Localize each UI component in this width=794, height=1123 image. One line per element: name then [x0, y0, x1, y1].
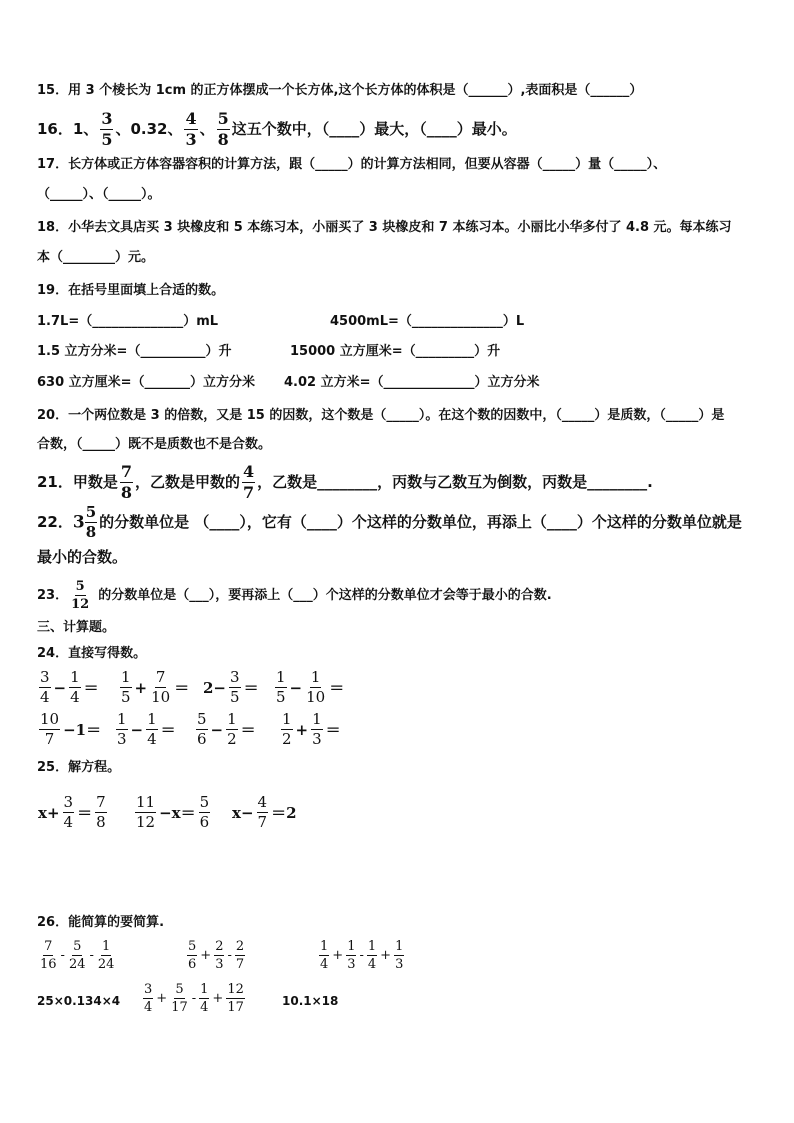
q25-equation-2	[133, 795, 212, 830]
math-operator: −1＝	[63, 721, 102, 739]
math-operator: ＝	[325, 721, 341, 739]
fraction	[150, 670, 171, 705]
question-16	[37, 111, 517, 148]
fraction-numerator: 3	[40, 668, 50, 686]
fraction-denominator: 7	[243, 483, 255, 502]
math-operator: ＝	[83, 679, 99, 697]
fraction-denominator: 7	[257, 813, 268, 831]
fraction-numerator: 5	[85, 503, 97, 521]
fraction-denominator: 8	[96, 813, 106, 831]
fraction	[346, 940, 356, 971]
fraction-denominator: 4	[63, 813, 74, 831]
fraction	[184, 111, 197, 148]
fraction-denominator: 17	[227, 1000, 244, 1015]
fraction-denominator: 2	[227, 730, 237, 748]
question-25-title: 25．解方程。	[37, 760, 121, 775]
fraction	[242, 464, 255, 501]
fraction-denominator: 6	[188, 957, 197, 972]
fraction	[116, 712, 128, 747]
math-operator: ＝	[240, 721, 256, 739]
fraction	[226, 983, 245, 1014]
fraction-denominator: 24	[97, 957, 115, 972]
fraction-denominator: 6	[197, 730, 207, 748]
fraction-numerator: 7	[96, 793, 106, 811]
q19-row1-a: 1.7L=（______________）mL	[37, 314, 219, 329]
fraction	[199, 795, 211, 830]
question-22	[37, 504, 742, 541]
math-operator: -	[60, 948, 65, 963]
fraction-numerator: 1	[276, 668, 286, 686]
fraction	[199, 983, 209, 1014]
fraction-numerator: 1	[347, 939, 356, 954]
question-26-title: 26．能简算的要简算.	[37, 915, 165, 930]
question-18-line2: 本（________）元。	[37, 250, 155, 265]
math-operator: −x＝	[159, 804, 196, 822]
q16-text: 这五个数中，（____）最大，（____）最小。	[231, 120, 517, 138]
math-operator: +	[156, 991, 168, 1006]
fraction	[100, 111, 113, 148]
q19-row1-b: 4500mL=（______________）L	[330, 314, 525, 329]
fraction-denominator: 4	[144, 1000, 153, 1015]
question-15: 15．用 3 个棱长为 1cm 的正方体摆成一个长方体,这个长方体的体积是（______）,表面积是（______）	[37, 83, 643, 98]
fraction-denominator: 10	[151, 688, 171, 706]
fraction-numerator: 1	[227, 710, 237, 728]
math-operator: -	[227, 948, 232, 963]
fraction	[39, 670, 51, 705]
fraction-denominator: 4	[367, 957, 377, 972]
question-17-line1: 17．长方体或正方体容器容积的计算方法，跟（_____）的计算方法相同，但要从容器（_____）量（_____）、	[37, 157, 667, 172]
q26-expr-4: 25×0.134×4	[37, 994, 121, 1008]
fraction	[196, 712, 208, 747]
math-operator: +	[212, 991, 224, 1006]
fraction	[305, 670, 326, 705]
fraction-denominator: 12	[71, 597, 90, 612]
fraction-numerator: 1	[70, 668, 80, 686]
math-operator: -	[359, 948, 364, 963]
fraction-denominator: 4	[147, 730, 157, 748]
q26-expr-6: 10.1×18	[282, 994, 339, 1008]
fraction	[319, 940, 329, 971]
fraction	[367, 940, 377, 971]
q24-expr-7	[194, 712, 257, 747]
q19-row2-b: 15000 立方厘米=（_________）升	[290, 344, 501, 359]
fraction-numerator: 5	[75, 579, 85, 594]
fraction-numerator: 5	[175, 982, 184, 997]
fraction-numerator: 1	[117, 710, 127, 728]
fraction	[257, 795, 269, 830]
fraction-denominator: 7	[235, 957, 245, 972]
fraction-denominator: 4	[200, 1000, 209, 1015]
fraction-denominator: 4	[320, 957, 329, 972]
fraction-denominator: 5	[230, 688, 240, 706]
fraction	[97, 940, 116, 971]
fraction-denominator: 3	[312, 730, 322, 748]
fraction-denominator: 5	[101, 130, 113, 149]
fraction-numerator: 11	[136, 793, 156, 811]
math-operator: x−	[232, 803, 254, 822]
math-operator: −	[289, 678, 303, 697]
fraction-numerator: 1	[121, 668, 131, 686]
fraction	[235, 940, 245, 971]
math-operator: +	[332, 948, 344, 963]
q24-expr-6	[114, 712, 177, 747]
fraction-denominator: 8	[120, 483, 133, 502]
fraction-denominator: 16	[40, 957, 57, 972]
q26-expr-2	[185, 940, 247, 971]
q16-prefix: 16．1、	[37, 120, 99, 138]
fraction-denominator: 7	[44, 730, 55, 748]
math-operator: ＝	[243, 679, 259, 697]
fraction-denominator: 6	[199, 813, 210, 831]
fraction	[170, 983, 189, 1014]
question-18-line1: 18．小华去文具店买 3 块橡皮和 5 本练习本，小丽买了 3 块橡皮和 7 本练习本。小丽比小华多付了 4.8 元。每本练习	[37, 220, 732, 235]
math-operator: +	[200, 948, 212, 963]
q26-expr-3	[317, 940, 406, 971]
fraction-numerator: 5	[199, 793, 210, 811]
fraction	[187, 940, 197, 971]
fraction-numerator: 2	[215, 939, 224, 954]
fraction-numerator: 1	[102, 939, 111, 954]
math-operator: +	[380, 948, 392, 963]
fraction-denominator: 3	[215, 957, 224, 972]
fraction-numerator: 2	[235, 939, 245, 954]
q21-text: 21．甲数是	[37, 473, 118, 491]
question-20-line2: 合数，（_____）既不是质数也不是合数。	[37, 437, 272, 452]
q16-text: 、	[199, 120, 215, 138]
fraction-denominator: 4	[40, 688, 50, 706]
q25-equation-1	[37, 795, 109, 830]
fraction-numerator: 4	[185, 109, 197, 128]
q19-row3-a: 630 立方厘米=（_______）立方分米	[37, 375, 256, 390]
math-operator: −	[53, 678, 67, 697]
question-19-title: 19．在括号里面填上合适的数。	[37, 283, 225, 298]
q23-text: 23．	[37, 588, 69, 603]
fraction-numerator: 4	[243, 462, 255, 481]
fraction-denominator: 3	[117, 730, 127, 748]
fraction	[281, 712, 293, 747]
fraction	[135, 795, 156, 830]
fraction-denominator: 3	[185, 130, 197, 149]
fraction-numerator: 3	[101, 109, 113, 128]
q25-equation-3	[231, 795, 298, 830]
math-operator: −	[210, 720, 224, 739]
fraction-numerator: 12	[227, 982, 244, 997]
fraction	[95, 795, 107, 830]
fraction	[85, 505, 97, 540]
math-operator: x+	[38, 803, 60, 822]
fraction-numerator: 1	[320, 939, 329, 954]
fraction-numerator: 1	[282, 710, 292, 728]
math-operator: ＝	[77, 804, 93, 822]
fraction	[226, 712, 238, 747]
fraction	[68, 940, 87, 971]
fraction-numerator: 4	[257, 793, 268, 811]
fraction	[229, 670, 241, 705]
fraction	[217, 111, 230, 148]
question-22-line2: 最小的合数。	[37, 548, 128, 566]
fraction-denominator: 10	[306, 688, 326, 706]
fraction	[120, 670, 132, 705]
fraction-numerator: 10	[40, 710, 60, 728]
fraction	[70, 580, 90, 611]
fraction	[39, 940, 58, 971]
math-operator: -	[191, 991, 197, 1006]
fraction	[143, 983, 153, 1014]
math-operator: ＝	[160, 721, 176, 739]
fraction-numerator: 5	[217, 109, 229, 128]
q24-expr-8	[279, 712, 342, 747]
math-operator: ＝	[174, 679, 190, 697]
mixed-number-whole: 3	[72, 512, 85, 533]
fraction-numerator: 1	[310, 668, 321, 686]
fraction-numerator: 1	[395, 939, 404, 954]
fraction	[146, 712, 158, 747]
fraction	[214, 940, 224, 971]
q21-text: ，乙数是________，丙数与乙数互为倒数，丙数是________.	[257, 473, 653, 491]
fraction-numerator: 7	[120, 462, 133, 481]
question-17-line2: （_____）、（_____）。	[37, 187, 161, 202]
fraction-numerator: 7	[155, 668, 166, 686]
fraction	[63, 795, 75, 830]
fraction-numerator: 7	[44, 939, 53, 954]
fraction-denominator: 3	[395, 957, 404, 972]
fraction-denominator: 2	[282, 730, 292, 748]
fraction-denominator: 8	[217, 130, 229, 149]
fraction-numerator: 3	[144, 982, 153, 997]
q24-expr-1	[37, 670, 100, 705]
question-20-line1: 20．一个两位数是 3 的倍数，又是 15 的因数，这个数是（_____）。在这个数的因数中，（_____）是质数，（_____）是	[37, 408, 725, 423]
math-operator: +	[134, 678, 148, 697]
fraction-numerator: 1	[200, 982, 209, 997]
fraction-numerator: 5	[197, 710, 207, 728]
q22-text: 22．	[37, 513, 73, 531]
question-23	[37, 578, 552, 614]
fraction-denominator: 17	[171, 1000, 188, 1015]
fraction-numerator: 5	[73, 939, 82, 954]
question-24-title: 24．直接写得数。	[37, 646, 147, 661]
math-operator: 2−	[203, 678, 227, 697]
fraction	[69, 670, 81, 705]
fraction-denominator: 5	[121, 688, 131, 706]
q19-row3-b: 4.02 立方米=（______________）立方分米	[284, 375, 540, 390]
fraction-numerator: 5	[188, 939, 197, 954]
fraction-numerator: 1	[312, 710, 322, 728]
q19-row2-a: 1.5 立方分米=（__________）升	[37, 344, 232, 359]
fraction-denominator: 3	[347, 957, 356, 972]
fraction-numerator: 1	[367, 939, 377, 954]
q22-text: 的分数单位是 （____），它有（____）个这样的分数单位，再添上（____）个这样的分数单位就是	[99, 513, 742, 531]
fraction-numerator: 3	[63, 793, 74, 811]
section-title: 三、计算题。	[37, 620, 116, 635]
q24-expr-3	[202, 670, 260, 705]
math-operator: ＝	[329, 679, 345, 697]
math-operator: -	[89, 948, 94, 963]
q23-text: 的分数单位是（___），要再添上（___）个这样的分数单位才会等于最小的合数.	[98, 588, 552, 603]
fraction	[275, 670, 287, 705]
fraction	[120, 464, 133, 501]
q21-text: ，乙数是甲数的	[135, 473, 241, 491]
fraction	[394, 940, 404, 971]
math-operator: −	[130, 720, 144, 739]
fraction-numerator: 1	[147, 710, 157, 728]
question-21	[37, 464, 653, 501]
q24-expr-4	[273, 670, 345, 705]
fraction-denominator: 24	[68, 957, 86, 972]
math-operator: +	[295, 720, 309, 739]
q24-expr-2	[118, 670, 190, 705]
fraction	[311, 712, 323, 747]
q26-expr-1	[37, 940, 117, 971]
fraction-denominator: 12	[136, 813, 156, 831]
q16-text: 、0.32、	[115, 120, 183, 138]
fraction-denominator: 5	[276, 688, 286, 706]
q26-expr-5	[141, 983, 247, 1014]
fraction	[39, 712, 60, 747]
fraction-denominator: 4	[70, 688, 80, 706]
fraction-denominator: 8	[85, 523, 97, 541]
math-operator: ＝2	[271, 804, 297, 822]
fraction-numerator: 3	[230, 668, 240, 686]
q24-expr-5	[37, 712, 102, 747]
